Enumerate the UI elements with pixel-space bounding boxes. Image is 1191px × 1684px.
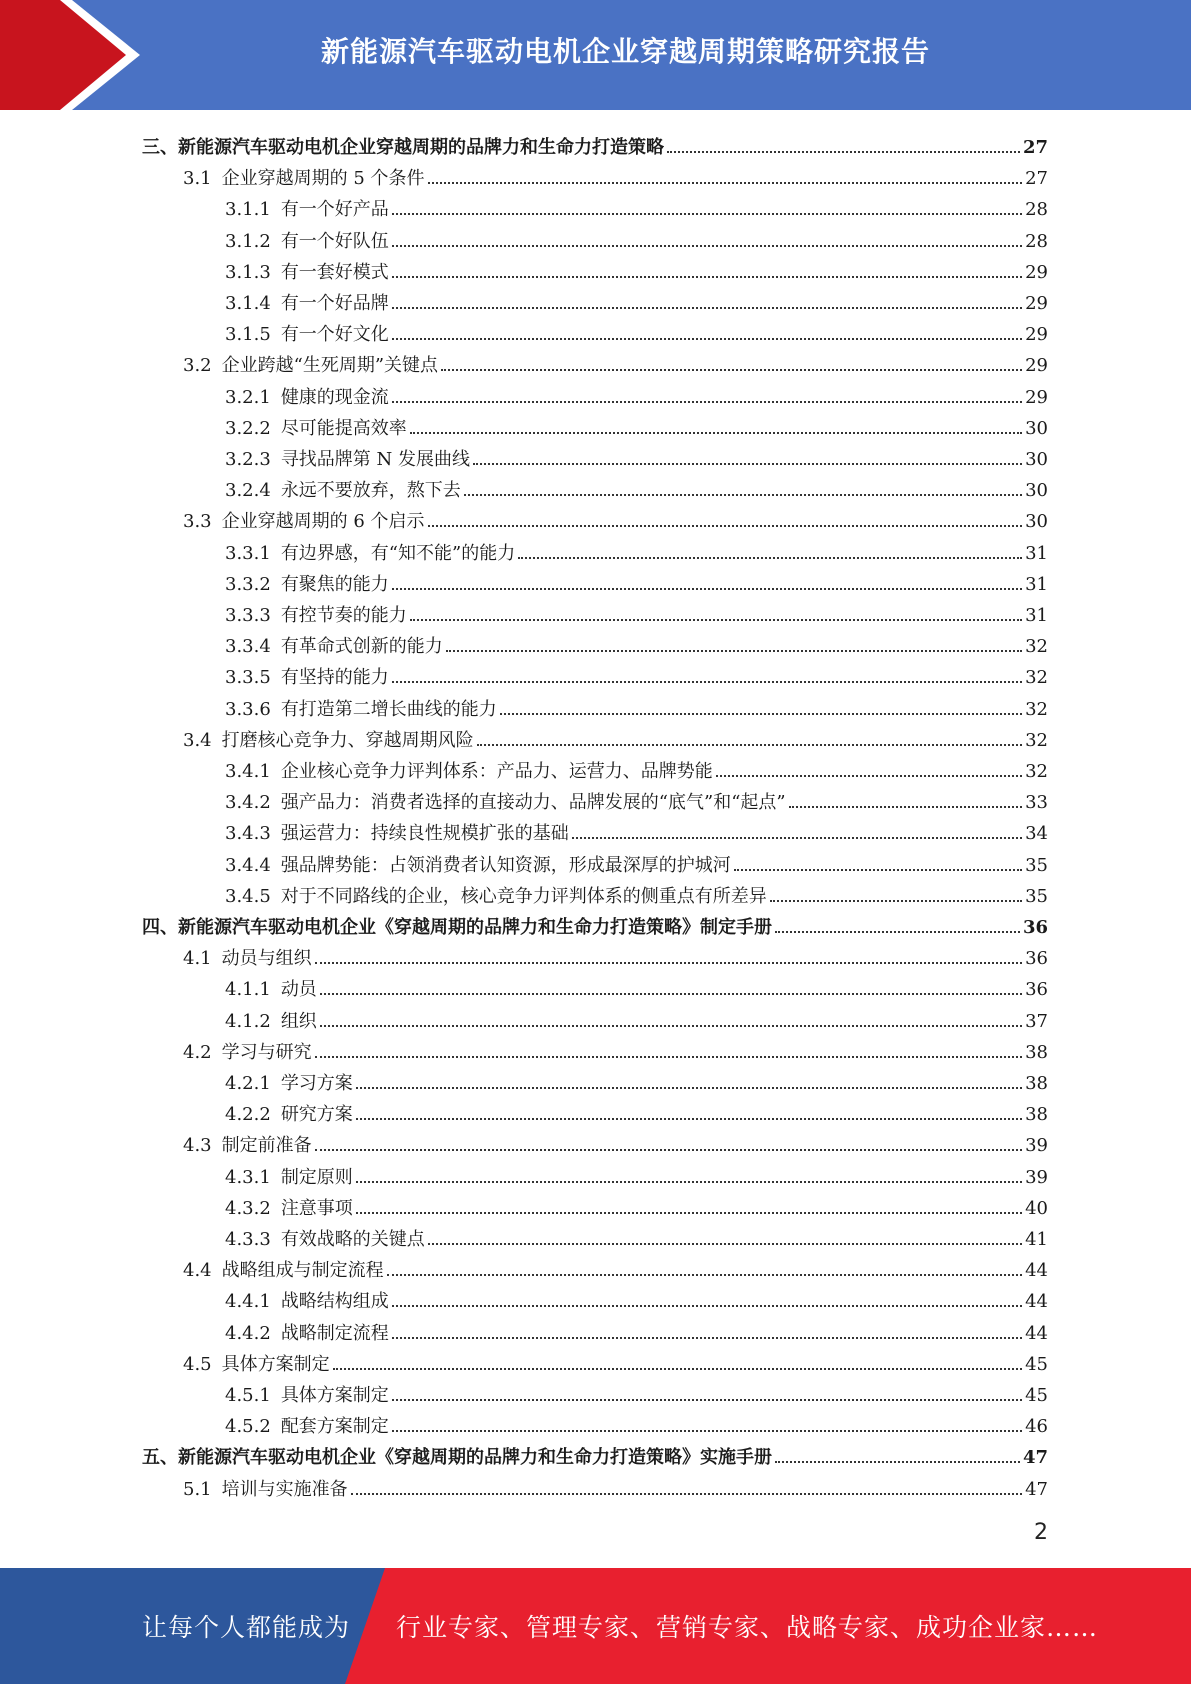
toc-entry-label <box>225 324 389 346</box>
toc-dot-leader <box>392 307 1022 309</box>
toc-entry-title: 企业穿越周期的 5 个条件 <box>221 168 425 190</box>
toc-entry[interactable] <box>225 1220 1048 1251</box>
toc-entry[interactable] <box>225 190 1048 221</box>
toc-entry-number: 3.1.3 <box>225 261 271 283</box>
toc-entry-title: 研究方案 <box>280 1104 353 1126</box>
toc-dot-leader <box>320 1025 1022 1027</box>
toc-entry-label <box>225 418 407 440</box>
toc-entry-number: 4.2.1 <box>225 1073 271 1094</box>
toc-entry-page: 32 <box>1025 698 1048 720</box>
toc-entry[interactable] <box>225 1158 1048 1189</box>
toc-entry-title: 企业核心竞争力评判体系：产品力、运营力、品牌势能 <box>280 761 713 782</box>
toc-entry[interactable] <box>225 253 1048 284</box>
toc-entry-number: 4.5.1 <box>225 1385 271 1406</box>
toc-entry-label <box>183 1260 384 1282</box>
toc-entry-number: 3.3 <box>183 511 212 533</box>
toc-entry-number: 3.3.1 <box>225 542 271 564</box>
toc-dot-leader <box>320 993 1022 995</box>
toc-entry-label <box>183 1354 330 1376</box>
toc-entry-number: 4.5 <box>183 1353 212 1375</box>
toc-entry-page: 39 <box>1025 1166 1048 1188</box>
footer-slogan-right: 行业专家、管理专家、营销专家、战略专家、成功企业家…… <box>396 1613 1099 1642</box>
toc-entry-label <box>225 1198 353 1220</box>
toc-entry-title: 战略制定流程 <box>280 1322 389 1344</box>
toc-dot-leader <box>428 525 1023 527</box>
toc-entry-number: 3.1.5 <box>225 324 271 346</box>
toc-entry-label <box>225 1229 425 1251</box>
toc-dot-leader <box>775 931 1020 933</box>
toc-entry[interactable] <box>225 284 1048 315</box>
toc-entry[interactable] <box>225 565 1048 596</box>
toc-entry[interactable] <box>225 1189 1048 1220</box>
toc-entry-title: 有聚焦的能力 <box>280 573 389 595</box>
toc-entry-title: 寻找品牌第 N 发展曲线 <box>280 449 471 470</box>
toc-entry[interactable] <box>225 783 1048 814</box>
toc-dot-leader <box>392 588 1022 590</box>
toc-entry-page: 36 <box>1025 948 1048 970</box>
toc-entry-title: 企业跨越“生死周期”关键点 <box>221 355 439 377</box>
toc-dot-leader <box>315 1149 1022 1151</box>
toc-entry-page: 44 <box>1025 1260 1048 1282</box>
toc-dot-leader <box>392 276 1022 278</box>
toc-entry-title: 有坚持的能力 <box>280 667 389 689</box>
report-title: 新能源汽车驱动电机企业穿越周期策略研究报告 <box>320 35 930 68</box>
toc-entry-number: 3.3.5 <box>225 667 271 689</box>
toc-entry-label <box>225 387 389 409</box>
toc-entry[interactable] <box>225 1407 1048 1438</box>
toc-entry-label <box>225 636 443 658</box>
toc-dot-leader <box>446 650 1022 652</box>
toc-entry-number: 4.3 <box>183 1135 212 1157</box>
toc-entry-number: 3.3.4 <box>225 636 271 658</box>
toc-entry-label <box>225 605 407 627</box>
toc-entry-page: 44 <box>1025 1291 1048 1313</box>
toc-entry-number: 4.3.2 <box>225 1197 271 1219</box>
toc-entry-label <box>183 1479 348 1501</box>
toc-dot-leader <box>392 1337 1022 1339</box>
toc-entry[interactable] <box>183 939 1048 970</box>
toc-entry-number: 4.1.2 <box>225 1010 271 1032</box>
toc-dot-leader <box>392 681 1022 683</box>
toc-entry-title: 有效战略的关键点 <box>280 1229 425 1250</box>
toc-entry-title: 具体方案制定 <box>221 1353 330 1375</box>
toc-dot-leader <box>356 1212 1022 1214</box>
toc-entry-page: 45 <box>1025 1385 1048 1406</box>
toc-entry-title: 组织 <box>280 1010 317 1032</box>
toc-dot-leader <box>428 182 1023 184</box>
toc-entry-label <box>142 917 772 939</box>
toc-dot-leader <box>387 1274 1022 1276</box>
toc-entry-label <box>225 823 569 845</box>
toc-entry-page: 29 <box>1025 355 1048 377</box>
page-footer <box>0 1568 1191 1684</box>
toc-entry-page: 29 <box>1025 261 1048 283</box>
toc-entry-label <box>142 137 664 159</box>
toc-entry-page: 36 <box>1025 979 1048 1001</box>
toc-entry-title: 新能源汽车驱动电机企业穿越周期的品牌力和生命力打造策略 <box>178 137 664 158</box>
toc-dot-leader <box>500 713 1022 715</box>
toc-dot-leader <box>667 151 1020 153</box>
toc-entry-page: 29 <box>1025 324 1048 346</box>
page-header <box>0 0 1191 110</box>
toc-entry-title: 有一个好产品 <box>280 199 389 221</box>
toc-entry[interactable] <box>225 471 1048 502</box>
toc-entry[interactable] <box>183 1126 1048 1157</box>
toc-dot-leader <box>392 213 1022 215</box>
toc-dot-leader <box>315 1056 1022 1058</box>
toc-entry-page: 46 <box>1025 1416 1048 1438</box>
toc-dot-leader <box>441 369 1022 371</box>
toc-entry[interactable] <box>225 409 1048 440</box>
toc-entry-number: 4.2 <box>183 1041 212 1063</box>
toc-entry-page: 35 <box>1025 854 1048 876</box>
toc-entry-label <box>225 1385 389 1407</box>
toc-entry-label <box>225 1011 317 1033</box>
toc-entry[interactable] <box>183 502 1048 533</box>
toc-entry-label <box>225 1104 353 1126</box>
toc-dot-leader <box>392 1430 1022 1432</box>
toc-entry[interactable] <box>142 128 1048 159</box>
toc-entry-title: 打磨核心竞争力、穿越周期风险 <box>221 729 474 751</box>
toc-entry-title: 新能源汽车驱动电机企业《穿越周期的品牌力和生命力打造策略》制定手册 <box>178 917 772 938</box>
toc-dot-leader <box>392 245 1022 247</box>
toc-entry-title: 制定原则 <box>280 1166 353 1188</box>
toc-entry[interactable] <box>225 846 1048 877</box>
toc-entry-number: 4.3.1 <box>225 1166 271 1188</box>
toc-entry-page: 40 <box>1025 1197 1048 1219</box>
toc-entry-number: 3.3.3 <box>225 605 271 626</box>
toc-entry-label <box>183 948 312 970</box>
toc-dot-leader <box>473 463 1022 465</box>
toc-dot-leader <box>789 806 1022 808</box>
toc-entry-title: 强品牌势能：占领消费者认知资源，形成最深厚的护城河 <box>280 854 731 876</box>
toc-dot-leader <box>392 1399 1022 1401</box>
toc-dot-leader <box>518 557 1022 559</box>
toc-entry-page: 30 <box>1025 417 1048 439</box>
toc-entry[interactable] <box>225 1314 1048 1345</box>
toc-entry-label <box>183 1042 312 1064</box>
toc-entry-number: 3.1.2 <box>225 230 271 252</box>
toc-entry-number: 4.1.1 <box>225 979 271 1001</box>
toc-entry[interactable] <box>183 1470 1048 1501</box>
toc-entry-title: 制定前准备 <box>221 1135 312 1157</box>
toc-entry[interactable] <box>183 1251 1048 1282</box>
toc-entry-label <box>183 511 425 533</box>
toc-entry-number: 3.4.5 <box>225 885 271 907</box>
toc-entry[interactable] <box>183 159 1048 190</box>
toc-entry-number: 3.4.2 <box>225 792 271 814</box>
toc-entry-title: 永远不要放弃，熬下去 <box>280 480 461 502</box>
toc-entry-page: 38 <box>1025 1041 1048 1063</box>
toc-entry-page: 47 <box>1025 1478 1048 1500</box>
toc-entry-page: 38 <box>1025 1073 1048 1094</box>
toc-entry-label <box>225 667 389 689</box>
toc-dot-leader <box>333 1368 1022 1370</box>
toc-entry-page: 27 <box>1022 137 1048 158</box>
toc-entry-title: 具体方案制定 <box>280 1385 389 1406</box>
toc-entry[interactable] <box>183 346 1048 377</box>
toc-entry-number: 五、 <box>142 1447 178 1469</box>
toc-entry[interactable] <box>225 1095 1048 1126</box>
toc-entry-number: 4.4 <box>183 1260 212 1282</box>
toc-entry-label <box>225 886 767 908</box>
toc-entry-label <box>183 1135 312 1157</box>
toc-entry-title: 学习方案 <box>280 1073 353 1094</box>
toc-entry-page: 31 <box>1025 573 1048 595</box>
toc-entry-number: 3.2.4 <box>225 480 271 502</box>
toc-entry-title: 有控节奏的能力 <box>280 605 407 626</box>
toc-entry-number: 4.3.3 <box>225 1229 271 1250</box>
toc-entry-label <box>225 699 497 721</box>
toc-dot-leader <box>428 1243 1022 1245</box>
toc-entry-label <box>225 855 731 877</box>
toc-entry-number: 四、 <box>142 917 178 938</box>
toc-entry-page: 32 <box>1025 729 1048 751</box>
toc-dot-leader <box>410 432 1022 434</box>
toc-entry-label <box>225 449 470 471</box>
toc-entry-page: 47 <box>1022 1447 1048 1469</box>
toc-entry-number: 3.3.2 <box>225 573 271 595</box>
toc-entry-number: 4.4.2 <box>225 1322 271 1344</box>
toc-entry-number: 5.1 <box>183 1478 212 1500</box>
toc-entry-title: 有革命式创新的能力 <box>280 636 443 658</box>
toc-entry-title: 尽可能提高效率 <box>280 417 407 439</box>
toc-entry-number: 3.4 <box>183 729 212 751</box>
toc-entry-label <box>225 199 389 221</box>
toc-dot-leader <box>716 775 1022 777</box>
toc-entry-number: 3.2 <box>183 355 212 377</box>
toc-entry[interactable] <box>225 1064 1048 1095</box>
toc-entry-page: 33 <box>1025 792 1048 814</box>
toc-entry[interactable] <box>225 970 1048 1001</box>
toc-entry-title: 动员 <box>280 979 317 1001</box>
toc-entry-title: 新能源汽车驱动电机企业《穿越周期的品牌力和生命力打造策略》实施手册 <box>178 1447 772 1469</box>
toc-entry-page: 31 <box>1025 542 1048 564</box>
toc-entry[interactable] <box>183 1345 1048 1376</box>
toc-entry-title: 动员与组织 <box>221 948 312 970</box>
toc-dot-leader <box>351 1493 1022 1495</box>
toc-dot-leader <box>356 1181 1022 1183</box>
toc-entry-label <box>225 480 461 502</box>
toc-entry[interactable] <box>225 627 1048 658</box>
footer-slogan-left: 让每个人都能成为 <box>142 1613 351 1642</box>
toc-entry-label <box>225 231 389 253</box>
toc-entry-page: 28 <box>1025 199 1048 221</box>
toc-entry-title: 强运营力：持续良性规模扩张的基础 <box>280 823 569 845</box>
toc-entry-page: 35 <box>1025 885 1048 907</box>
toc-dot-leader <box>392 338 1022 340</box>
toc-dot-leader <box>734 869 1022 871</box>
toc-entry-title: 配套方案制定 <box>280 1416 389 1438</box>
toc-entry-label <box>225 293 389 315</box>
toc-entry-number: 3.2.3 <box>225 449 271 470</box>
toc-entry[interactable] <box>225 690 1048 721</box>
toc-entry-label <box>225 979 317 1001</box>
toc-entry[interactable] <box>225 877 1048 908</box>
toc-entry[interactable] <box>225 814 1048 845</box>
toc-entry-page: 41 <box>1025 1229 1048 1250</box>
toc-entry[interactable] <box>225 315 1048 346</box>
toc-entry-number: 4.1 <box>183 948 212 970</box>
toc-entry-page: 37 <box>1025 1010 1048 1032</box>
toc-entry[interactable] <box>142 1438 1048 1469</box>
toc-entry-page: 38 <box>1025 1104 1048 1126</box>
toc-entry-title: 有边界感，有“知不能”的能力 <box>280 542 516 564</box>
toc-entry-number: 3.2.1 <box>225 386 271 408</box>
toc-entry[interactable] <box>225 752 1048 783</box>
toc-entry-number: 3.1.1 <box>225 199 271 221</box>
toc-dot-leader <box>356 1087 1022 1089</box>
toc-entry-number: 3.4.1 <box>225 761 271 782</box>
toc-entry-title: 学习与研究 <box>221 1041 312 1063</box>
toc-entry[interactable] <box>142 908 1048 939</box>
toc-entry-number: 3.3.6 <box>225 698 271 720</box>
toc-entry-label <box>142 1447 772 1469</box>
toc-entry-label <box>225 1291 389 1313</box>
toc-entry-label <box>225 574 389 596</box>
toc-entry-page: 32 <box>1025 636 1048 658</box>
toc-entry-number: 4.2.2 <box>225 1104 271 1126</box>
toc-entry-number: 三、 <box>142 137 178 158</box>
toc-entry-number: 3.1 <box>183 168 212 190</box>
toc-entry-page: 34 <box>1025 823 1048 845</box>
toc-entry-label <box>225 1416 389 1438</box>
toc-entry[interactable] <box>225 596 1048 627</box>
toc-entry-title: 有一个好队伍 <box>280 230 389 252</box>
toc-entry-label <box>225 761 713 783</box>
toc-entry[interactable] <box>225 222 1048 253</box>
toc-entry-page: 31 <box>1025 605 1048 626</box>
toc-entry-number: 4.5.2 <box>225 1416 271 1438</box>
toc-entry-title: 培训与实施准备 <box>221 1478 348 1500</box>
toc-entry-label <box>183 730 474 752</box>
toc-entry-label <box>225 1323 389 1345</box>
toc-entry-page: 29 <box>1025 293 1048 314</box>
toc-entry-number: 3.4.4 <box>225 854 271 876</box>
toc-entry-page: 30 <box>1025 480 1048 502</box>
toc-entry-title: 注意事项 <box>280 1197 353 1219</box>
toc-dot-leader <box>392 401 1022 403</box>
toc-entry-title: 战略结构组成 <box>280 1291 389 1313</box>
toc-entry[interactable] <box>183 721 1048 752</box>
toc-entry-label <box>183 355 438 377</box>
toc-entry-title: 强产品力：消费者选择的直接动力、品牌发展的“底气”和“起点” <box>280 792 786 814</box>
toc-dot-leader <box>315 962 1022 964</box>
toc-entry-page: 29 <box>1025 386 1048 408</box>
toc-dot-leader <box>464 494 1022 496</box>
toc-entry-title: 有一个好文化 <box>280 324 389 346</box>
toc-entry-title: 有一个好品牌 <box>280 293 389 314</box>
toc-entry-page: 27 <box>1025 168 1048 190</box>
toc-entry-page: 44 <box>1025 1322 1048 1344</box>
toc-entry-number: 3.4.3 <box>225 823 271 845</box>
toc-dot-leader <box>775 1461 1020 1463</box>
toc-dot-leader <box>410 619 1022 621</box>
toc-entry-page: 45 <box>1025 1353 1048 1375</box>
toc-dot-leader <box>356 1118 1022 1120</box>
toc-entry-label <box>225 792 786 814</box>
toc-entry-page: 30 <box>1025 449 1048 470</box>
toc-entry[interactable] <box>225 534 1048 565</box>
toc-entry-title: 企业穿越周期的 6 个启示 <box>221 511 425 533</box>
toc-entry-label <box>225 1073 353 1095</box>
toc-entry[interactable] <box>225 658 1048 689</box>
toc-entry-title: 对于不同路线的企业，核心竞争力评判体系的侧重点有所差异 <box>280 885 767 907</box>
toc-entry-page: 32 <box>1025 761 1048 782</box>
toc-entry[interactable] <box>225 1376 1048 1407</box>
toc-entry-page: 36 <box>1022 917 1048 938</box>
toc-entry[interactable] <box>183 1033 1048 1064</box>
toc-dot-leader <box>392 1305 1022 1307</box>
toc-dot-leader <box>477 744 1022 746</box>
toc-entry-page: 28 <box>1025 230 1048 252</box>
toc-entry-label <box>225 262 389 284</box>
toc-entry-title: 有一套好模式 <box>280 261 389 283</box>
toc-entry-label <box>183 168 425 190</box>
toc-entry-title: 有打造第二增长曲线的能力 <box>280 698 497 720</box>
toc-entry-page: 32 <box>1025 667 1048 689</box>
toc-entry-page: 39 <box>1025 1135 1048 1157</box>
toc-entry-title: 健康的现金流 <box>280 386 389 408</box>
toc-entry-number: 3.2.2 <box>225 417 271 439</box>
toc-entry[interactable] <box>225 440 1048 471</box>
toc-entry-page: 30 <box>1025 511 1048 533</box>
toc-entry[interactable] <box>225 1282 1048 1313</box>
toc-entry-title: 战略组成与制定流程 <box>221 1260 384 1282</box>
toc-dot-leader <box>770 900 1022 902</box>
page-number: 2 <box>1034 1520 1048 1545</box>
toc-entry[interactable] <box>225 378 1048 409</box>
toc-entry[interactable] <box>225 1002 1048 1033</box>
toc-dot-leader <box>572 837 1022 839</box>
toc-entry-label <box>225 1167 353 1189</box>
toc-entry-number: 4.4.1 <box>225 1291 271 1313</box>
toc-entry-number: 3.1.4 <box>225 293 271 314</box>
toc-entry-label <box>225 543 515 565</box>
